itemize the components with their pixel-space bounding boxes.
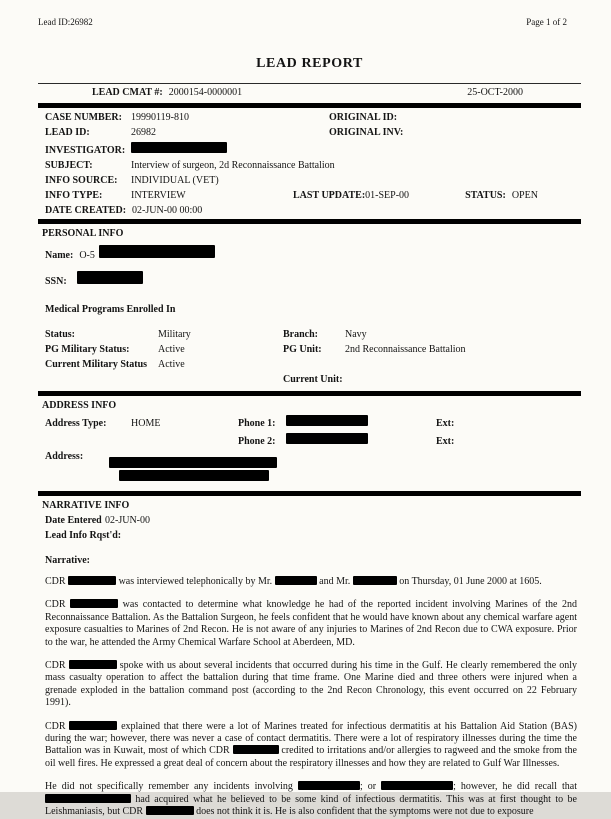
phone2-label: Phone 2: [238, 435, 276, 447]
date-created-label: DATE CREATED: [45, 204, 127, 216]
redaction-bar [286, 415, 368, 426]
redaction-bar [353, 576, 397, 585]
original-inv-label: ORIGINAL INV: [329, 126, 404, 138]
branch-value: Navy [345, 328, 367, 340]
address-type-value: HOME [131, 417, 161, 429]
case-number-label: CASE NUMBER: [45, 111, 122, 123]
document-header [38, 16, 581, 28]
section-divider [38, 219, 581, 224]
lead-cmat-value: 2000154-0000001 [168, 87, 243, 98]
lead-id-value: 26982 [131, 126, 156, 138]
ext1-label: Ext: [436, 417, 455, 429]
redaction-bar [109, 457, 277, 468]
personal-info-section [38, 226, 581, 387]
header-page-number: Page 1 of 2 [526, 17, 567, 27]
address-label: Address: [45, 451, 84, 462]
status-label: STATUS: [465, 189, 506, 201]
branch-label: Branch: [283, 328, 318, 340]
redaction-bar [275, 576, 317, 585]
redaction-bar [298, 781, 360, 790]
redaction-bar [381, 781, 453, 790]
pg-military-status-row [38, 342, 581, 357]
subject-label: SUBJECT: [45, 159, 93, 171]
section-divider [38, 491, 581, 496]
redaction-bar [69, 660, 117, 669]
narrative-paragraph: CDR explained that there were a lot of Marines treated for infectious dermatitis at his Battalion Aid Station (BAS) during the war; however, there was never a case of contact dermatitis. There were a lot of respiratory illnesses during the time the Battalion was in Kuwait, most of which CDR credited to irritations and/or allergies to ragweed and the smoke from the oil well fires. He expressed a great deal of concern about the respiratory illnesses and how they are related to Gulf War Illnesses. [45, 720, 578, 769]
lead-cmat-row [38, 83, 581, 102]
lead-id-row [38, 125, 581, 140]
last-update-value: 01-SEP-00 [365, 189, 410, 201]
medical-programs-heading: Medical Programs Enrolled In [45, 304, 176, 315]
report-title: LEAD REPORT [256, 56, 363, 71]
date-created-value: 02-JUN-00 00:00 [132, 204, 203, 216]
current-unit-row [38, 372, 581, 387]
info-source-value: INDIVIDUAL (VET) [131, 174, 219, 186]
report-date: 25-OCT-2000 [467, 87, 523, 98]
info-source-label: INFO SOURCE: [45, 174, 118, 186]
narrative-info-section [38, 498, 581, 819]
narrative-paragraph: CDR was contacted to determine what knowledge he had of the reported incident involving Marines of the 2nd Reconnaissance Battalion. As the Battalion Surgeon, he feels confident that he would have known about any chemical warfare agent exposure casualties to Marines of 2nd Recon. He is not aware of any injuries to Marines of 2nd Recon due to CWA exposure. Prior to the war, he attended the Army Chemical Warfare School at Aberdeen, MD. [45, 599, 578, 648]
original-id-label: ORIGINAL ID: [329, 111, 398, 123]
redaction-bar [146, 806, 194, 815]
pg-military-status-label: PG Military Status: [45, 343, 130, 355]
redaction-bar [77, 271, 143, 284]
ssn-label: SSN: [45, 276, 67, 287]
narrative-label: Narrative: [45, 555, 90, 566]
narrative-body [38, 555, 581, 819]
case-number-row [38, 110, 581, 125]
info-type-label: INFO TYPE: [45, 189, 103, 201]
current-military-status-label: Current Military Status [45, 358, 148, 370]
narrative-paragraph: CDR spoke with us about several incidents that occurred during his time in the Gulf. He clearly remembered the only mass casualty operation to affect the battalion during that time frame. One Marine died and three others were injured when a grenade exploded in the battalion command post (according to the 2nd Recon Chronology, this event occurred on 22 February 1991). [45, 660, 578, 709]
status-value: OPEN [511, 189, 538, 201]
redaction-bar [99, 245, 215, 258]
personal-info-heading: PERSONAL INFO [42, 228, 124, 239]
date-entered-row [38, 513, 581, 528]
redaction-bar [45, 794, 131, 803]
lead-id-label: LEAD ID: [45, 126, 90, 138]
case-info-section [38, 110, 581, 218]
name-row [38, 241, 581, 264]
case-number-value: 19990119-810 [131, 111, 189, 123]
name-value: O-5 [79, 250, 95, 261]
redaction-bar [70, 599, 118, 608]
address-type-row [38, 413, 581, 431]
pg-military-status-value: Active [158, 343, 185, 355]
ext2-label: Ext: [436, 435, 455, 447]
redaction-bar [286, 433, 368, 444]
narrative-paragraph: CDR was interviewed telephonically by Mr. and Mr. on Thursday, 01 June 2000 at 1605. [45, 576, 542, 587]
phone2-row [38, 431, 581, 449]
current-military-status-value: Active [158, 358, 185, 370]
phone1-label: Phone 1: [238, 417, 276, 429]
info-type-value: INTERVIEW [131, 189, 186, 201]
current-unit-label: Current Unit: [283, 373, 343, 385]
name-label: Name: [45, 250, 74, 261]
lead-cmat-label: LEAD CMAT #: [92, 87, 163, 98]
header-lead-id: Lead ID:26982 [38, 17, 93, 27]
subject-row [38, 158, 581, 173]
section-divider [38, 391, 581, 396]
status-label: Status: [45, 328, 76, 340]
pg-unit-label: PG Unit: [283, 343, 322, 355]
redaction-bar [233, 745, 279, 754]
narrative-paragraph: He did not specifically remember any incidents involving ; or ; however, he did recall that had acquired what he believed to be some kind of infectious dermatitis. This was at first thought to be Leishmaniasis, but CDR does not think it is. He is also confident that the symptoms were not due to exposure [45, 781, 577, 818]
narrative-info-heading: NARRATIVE INFO [42, 500, 130, 511]
date-entered-label: Date Entered [45, 514, 102, 526]
section-divider [38, 103, 581, 108]
investigator-label: INVESTIGATOR: [45, 144, 126, 156]
investigator-row [38, 140, 581, 158]
pg-unit-value: 2nd Reconnaissance Battalion [345, 343, 466, 355]
redaction-bar [68, 576, 116, 585]
current-military-status-row [38, 357, 581, 372]
lead-info-label: Lead Info Rqst'd: [45, 529, 122, 541]
redaction-bar [119, 470, 269, 481]
military-status-row [38, 327, 581, 342]
redaction-bar [69, 721, 117, 730]
address-type-label: Address Type: [45, 417, 107, 429]
status-value: Military [158, 328, 191, 340]
ssn-row [38, 264, 581, 292]
subject-value: Interview of surgeon, 2d Reconnaissance Battalion [131, 159, 335, 171]
info-source-row [38, 173, 581, 188]
last-update-label: LAST UPDATE: [293, 189, 366, 201]
date-entered-value: 02-JUN-00 [105, 514, 150, 526]
address-redactions [109, 457, 277, 481]
address-info-heading: ADDRESS INFO [42, 400, 117, 411]
lead-info-row [38, 528, 581, 543]
address-info-section [38, 398, 581, 483]
date-created-row [38, 203, 581, 218]
redaction-bar [131, 142, 227, 153]
info-type-row [38, 188, 581, 203]
address-row [38, 449, 581, 483]
